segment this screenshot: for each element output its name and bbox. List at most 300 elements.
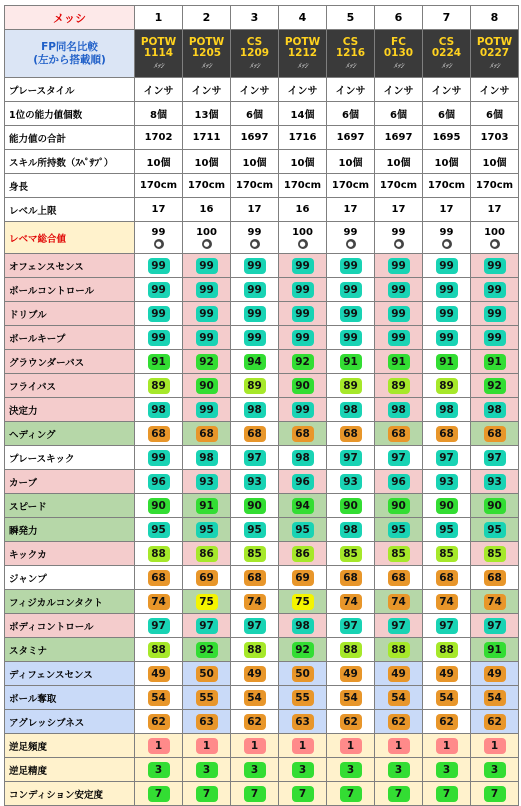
stat-label: スタミナ [5,638,135,662]
stat-badge: 68 [244,570,266,586]
stat-cell [231,326,279,350]
stat-badge: 90 [388,498,410,514]
stat-badge: 92 [196,642,218,658]
stat-label: フライパス [5,374,135,398]
stat-cell [135,446,183,470]
stat-badge: 99 [340,306,362,322]
stat-badge: 99 [292,330,314,346]
stat-badge: 69 [292,570,314,586]
stat-cell [423,446,471,470]
stat-badge: 97 [436,450,458,466]
stat-cell [471,398,519,422]
card-type: POTW [188,36,225,48]
stat-badge: 98 [148,402,170,418]
info-label: 能力値の合計 [5,126,135,150]
stat-badge: 98 [436,402,458,418]
stat-badge: 94 [292,498,314,514]
stat-badge: 95 [436,522,458,538]
stat-badge: 74 [436,594,458,610]
stat-cell [231,302,279,326]
stat-badge: 99 [244,258,266,274]
player-comparison-table [4,5,519,806]
extra-stat-row [5,734,519,758]
info-value: 10個 [327,150,375,174]
info-value: 6個 [231,102,279,126]
stat-badge: 99 [436,306,458,322]
stat-cell [471,686,519,710]
stat-cell [375,350,423,374]
stat-cell [279,542,327,566]
stat-cell [375,614,423,638]
stat-badge: 62 [484,714,506,730]
info-row [5,198,519,222]
level-max-cell [279,222,327,254]
stat-cell [471,422,519,446]
stat-badge: 85 [388,546,410,562]
stat-label: ジャンプ [5,566,135,590]
extra-stat-badge: 1 [196,738,218,754]
stat-cell [183,470,231,494]
stat-cell [183,446,231,470]
stat-cell [423,350,471,374]
info-value: 1697 [375,126,423,150]
fp-label-line1: FP同名比較 [41,40,98,53]
stat-cell [135,350,183,374]
info-value: 170cm [183,174,231,198]
stat-badge: 54 [244,690,266,706]
stat-cell [135,710,183,734]
stat-badge: 92 [484,378,506,394]
stat-badge: 92 [292,354,314,370]
info-value: 170cm [135,174,183,198]
stat-badge: 91 [484,354,506,370]
stat-cell [231,542,279,566]
stat-badge: 99 [340,330,362,346]
stat-badge: 54 [388,690,410,706]
stat-row [5,278,519,302]
stat-cell [327,470,375,494]
stat-cell [471,302,519,326]
extra-stat-badge: 7 [340,786,362,802]
stat-badge: 74 [484,594,506,610]
stat-badge: 89 [436,378,458,394]
stat-badge: 68 [388,426,410,442]
extra-stat-row [5,782,519,806]
info-value: 1716 [279,126,327,150]
stat-cell [135,302,183,326]
stat-badge: 68 [388,570,410,586]
info-value: 17 [135,198,183,222]
stat-badge: 95 [244,522,266,538]
stat-badge: 97 [484,450,506,466]
card-code: 1212 [287,47,318,59]
stat-badge: 62 [340,714,362,730]
info-value: 17 [375,198,423,222]
stat-badge: 97 [196,618,218,634]
stat-cell [279,614,327,638]
stat-cell [183,566,231,590]
stat-label: ディフェンスセンス [5,662,135,686]
stat-badge: 90 [148,498,170,514]
stat-cell [279,566,327,590]
info-row [5,102,519,126]
info-value: 1695 [423,126,471,150]
stat-badge: 99 [388,282,410,298]
info-value: 16 [279,198,327,222]
extra-stat-cell [471,782,519,806]
stat-cell [471,350,519,374]
level-max-value: 100 [292,226,313,238]
card-version-cell[interactable] [279,30,327,78]
info-label: レベル上限 [5,198,135,222]
stat-badge: 99 [388,330,410,346]
player-signature-mark: ﾒｯｼ [393,62,404,70]
stat-cell [231,374,279,398]
stat-cell [279,326,327,350]
stat-badge: 49 [340,666,362,682]
stat-badge: 54 [436,690,458,706]
stat-cell [231,710,279,734]
extra-stat-badge: 1 [148,738,170,754]
extra-stat-badge: 1 [484,738,506,754]
stat-cell [279,350,327,374]
stat-badge: 92 [292,642,314,658]
extra-stat-cell [135,782,183,806]
extra-stat-badge: 7 [148,786,170,802]
extra-stat-cell [423,734,471,758]
coin-icon: ● [347,239,354,248]
stat-cell [375,686,423,710]
info-value: インサ [231,78,279,102]
info-value: 10個 [231,150,279,174]
stat-badge: 54 [148,690,170,706]
stat-badge: 88 [148,642,170,658]
stat-badge: 94 [244,354,266,370]
column-number: 2 [183,6,231,30]
stat-badge: 95 [148,522,170,538]
info-value: インサ [471,78,519,102]
stat-cell [375,566,423,590]
stat-badge: 68 [244,426,266,442]
stat-row [5,326,519,350]
stat-cell [327,494,375,518]
player-signature-mark: ﾒｯｼ [249,62,260,70]
stat-label: グラウンダーパス [5,350,135,374]
info-value: 10個 [423,150,471,174]
coin-icon: ● [155,239,162,248]
extra-stat-cell [327,758,375,782]
stat-badge: 55 [292,690,314,706]
info-value: インサ [423,78,471,102]
player-signature-mark: ﾒｯｼ [201,62,212,70]
stat-cell [231,518,279,542]
info-value: 10個 [279,150,327,174]
stat-cell [423,518,471,542]
stat-cell [183,494,231,518]
stat-badge: 99 [148,258,170,274]
stat-badge: 95 [196,522,218,538]
stat-row [5,686,519,710]
stat-cell [279,278,327,302]
stat-badge: 99 [484,258,506,274]
stat-badge: 88 [148,546,170,562]
card-version-cell[interactable] [231,30,279,78]
extra-stat-cell [183,758,231,782]
stat-row [5,350,519,374]
extra-stat-badge: 7 [436,786,458,802]
extra-stat-badge: 7 [484,786,506,802]
stat-cell [327,278,375,302]
stat-cell [231,470,279,494]
card-version-cell[interactable] [183,30,231,78]
info-value: 170cm [471,174,519,198]
stat-cell [327,566,375,590]
stat-badge: 98 [244,402,266,418]
stat-badge: 75 [196,594,218,610]
stat-badge: 97 [388,618,410,634]
stat-cell [279,710,327,734]
stat-label: キックカ [5,542,135,566]
stat-badge: 50 [292,666,314,682]
stat-cell [423,662,471,686]
stat-label: フィジカルコンタクト [5,590,135,614]
info-value: 6個 [327,102,375,126]
stat-cell [375,278,423,302]
info-row [5,78,519,102]
stat-cell [231,590,279,614]
stat-badge: 98 [292,618,314,634]
stat-cell [135,422,183,446]
stat-cell [375,422,423,446]
stat-badge: 92 [196,354,218,370]
stat-row [5,566,519,590]
player-signature-mark: ﾒｯｼ [297,62,308,70]
stat-badge: 99 [244,282,266,298]
info-value: インサ [279,78,327,102]
level-max-value: 99 [391,226,406,238]
stat-cell [327,446,375,470]
stat-cell [327,302,375,326]
stat-cell [471,614,519,638]
stat-cell [327,422,375,446]
column-number: 6 [375,6,423,30]
coin-icon: ● [203,239,210,248]
stat-cell [327,542,375,566]
stat-cell [471,278,519,302]
stat-label: ボールキープ [5,326,135,350]
stat-badge: 89 [340,378,362,394]
info-value: 17 [471,198,519,222]
info-value: 17 [231,198,279,222]
stat-cell [183,638,231,662]
stat-cell [327,254,375,278]
stat-badge: 68 [148,570,170,586]
comparison-table-wrapper [4,5,519,806]
extra-stat-cell [231,782,279,806]
stat-badge: 99 [388,306,410,322]
stat-badge: 99 [340,282,362,298]
info-value: 1697 [327,126,375,150]
stat-badge: 75 [292,594,314,610]
stat-cell [279,374,327,398]
stat-row [5,662,519,686]
stat-cell [279,254,327,278]
stat-cell [135,518,183,542]
stat-cell [279,494,327,518]
stat-cell [327,518,375,542]
stat-cell [423,494,471,518]
stat-badge: 89 [388,378,410,394]
extra-stat-cell [375,734,423,758]
stat-cell [183,398,231,422]
card-version-cell[interactable] [423,30,471,78]
stat-badge: 49 [388,666,410,682]
stat-cell [135,470,183,494]
stat-badge: 85 [340,546,362,562]
stat-cell [279,686,327,710]
player-name: メッシ [5,6,135,30]
stat-label: アグレッシブネス [5,710,135,734]
stat-badge: 99 [436,282,458,298]
extra-stat-badge: 3 [436,762,458,778]
coin-icon: ● [443,239,450,248]
stat-row [5,374,519,398]
stat-badge: 96 [388,474,410,490]
info-value: 10個 [471,150,519,174]
stat-badge: 54 [484,690,506,706]
card-type: FC [391,36,406,48]
stat-cell [471,710,519,734]
stat-cell [327,590,375,614]
stat-badge: 96 [148,474,170,490]
stat-cell [183,518,231,542]
level-max-cell [423,222,471,254]
stat-cell [471,446,519,470]
extra-stat-badge: 3 [196,762,218,778]
header-row [5,6,519,30]
extra-stat-label: 逆足頻度 [5,734,135,758]
stat-row [5,638,519,662]
stat-badge: 97 [340,450,362,466]
stat-badge: 62 [388,714,410,730]
info-row [5,174,519,198]
stat-cell [471,662,519,686]
stat-cell [279,662,327,686]
stat-cell [279,302,327,326]
card-version-cell[interactable] [135,30,183,78]
card-version-cell[interactable] [327,30,375,78]
stat-badge: 86 [196,546,218,562]
level-max-cell [375,222,423,254]
stat-badge: 95 [484,522,506,538]
stat-cell [423,590,471,614]
stat-cell [327,374,375,398]
info-value: 170cm [327,174,375,198]
stat-cell [423,638,471,662]
stat-label: ボールコントロール [5,278,135,302]
extra-stat-cell [423,782,471,806]
stat-badge: 62 [244,714,266,730]
extra-stat-badge: 1 [340,738,362,754]
info-label: プレースタイル [5,78,135,102]
stat-badge: 49 [436,666,458,682]
stat-cell [375,446,423,470]
stat-cell [231,662,279,686]
stat-cell [231,350,279,374]
extra-stat-label: 逆足精度 [5,758,135,782]
stat-badge: 89 [244,378,266,394]
stat-cell [183,350,231,374]
extra-stat-cell [279,734,327,758]
extra-stat-cell [183,782,231,806]
stat-badge: 95 [292,522,314,538]
player-signature-mark: ﾒｯｼ [441,62,452,70]
stat-badge: 74 [340,594,362,610]
info-row [5,126,519,150]
stat-badge: 91 [436,354,458,370]
stat-badge: 97 [244,450,266,466]
stat-badge: 88 [388,642,410,658]
stat-badge: 93 [340,474,362,490]
stat-cell [231,614,279,638]
stat-badge: 93 [484,474,506,490]
stat-label: カーブ [5,470,135,494]
card-type: POTW [476,36,513,48]
coin-icon: ● [395,239,402,248]
stat-badge: 98 [340,522,362,538]
stat-cell [471,254,519,278]
stat-badge: 99 [484,306,506,322]
stat-cell [423,302,471,326]
info-value: 16 [183,198,231,222]
stat-cell [423,542,471,566]
stat-badge: 97 [244,618,266,634]
extra-stat-cell [231,734,279,758]
stat-cell [423,686,471,710]
stat-badge: 99 [196,306,218,322]
extra-stat-cell [375,758,423,782]
stat-cell [375,590,423,614]
extra-stat-badge: 1 [292,738,314,754]
stat-badge: 99 [148,450,170,466]
stat-cell [471,326,519,350]
extra-stat-label: コンディション安定度 [5,782,135,806]
info-value: 10個 [375,150,423,174]
extra-stat-cell [423,758,471,782]
stat-cell [375,710,423,734]
stat-cell [135,374,183,398]
info-row [5,150,519,174]
card-version-cell[interactable] [471,30,519,78]
stat-row [5,542,519,566]
stat-cell [375,494,423,518]
card-code: 0130 [383,47,414,59]
stat-cell [135,686,183,710]
stat-label: 決定力 [5,398,135,422]
stat-cell [135,326,183,350]
stat-row [5,710,519,734]
stat-badge: 93 [436,474,458,490]
stat-cell [327,326,375,350]
stat-badge: 69 [196,570,218,586]
stat-label: ドリブル [5,302,135,326]
stat-row [5,470,519,494]
stat-row [5,494,519,518]
stat-cell [471,494,519,518]
card-version-cell[interactable] [375,30,423,78]
stat-badge: 68 [196,426,218,442]
stat-cell [231,446,279,470]
